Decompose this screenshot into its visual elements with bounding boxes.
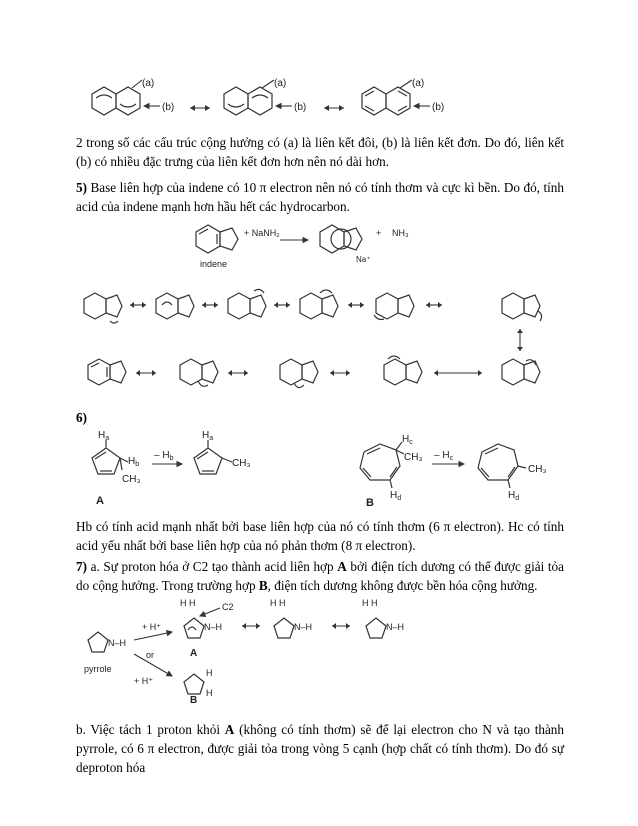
cation-B-ring [184,674,204,694]
arrow-r2-3 [330,370,350,376]
Hb-label: $H_b$ [128,456,140,468]
label-B-pyrrole: B [190,695,198,704]
item-number-6: 6) [76,410,87,425]
A2-NH: N–H [294,622,313,632]
arrow-r1-5 [426,302,442,308]
C2-label: C2 [222,602,234,612]
protonation-A: A [337,559,347,574]
resonance-structure-9 [280,359,318,388]
label-B: B [366,497,374,509]
resonance-structure-5 [374,293,414,320]
label-A: A [96,495,104,507]
C2-pointer [200,608,220,616]
Ha-label: $H_a$ [98,430,110,442]
resonance-arrow-2 [324,105,344,111]
arrow-r1-2 [202,302,218,308]
deprotonation-text-2: (không có tính thơm) sẽ để lại electron cho N và tạo thành pyrrole, có 6 π electron, được giải tỏa trong vòng 5 cạnh (hợp chất có tính thơm). Do đó sự deproton hóa [76,722,564,775]
CH3-label-anion-B: CH₃ [528,464,547,475]
protonation-text-3: , điện tích dương không được bền hóa cộng hưởng. [267,578,538,593]
plusH-2: + H⁺ [134,676,154,686]
resonance-structure-3 [228,289,266,319]
naphthalene-structure-3 [362,87,410,115]
item-number-7: 7) [76,559,87,574]
product-plus: + [376,228,382,238]
arrow-to-A [134,632,172,640]
resonance-structure-10 [384,356,422,385]
naphthalene-resonance-figure [82,76,482,134]
CH3-label-anion-A: CH₃ [232,458,251,469]
arrow-r1-4 [348,302,364,308]
cation-A-ring-3 [366,618,386,638]
resonance-row-1 [84,289,542,323]
pointer-a-3 [400,80,412,88]
resonance-structure-7 [88,359,126,385]
HH-A2: H H [270,598,286,608]
arrow-A-res-1 [242,623,260,629]
resonance-structure-11 [502,359,540,385]
compound-B-ring [360,442,404,488]
Hd-label-product: $H_d$ [508,490,520,502]
arrow-r1-3 [274,302,290,308]
arrow-r2-2 [228,370,248,376]
indene-deprotonation-figure [190,218,440,270]
paragraph-acidity: Hb có tính acid mạnh nhất bởi base liên hợp của nó có tính thơm (6 π electron). Hc có tính acid yếu nhất bởi base liên hợp của nó phản thơm (8 π electron). [76,519,564,553]
CH3-label-B: CH₃ [404,452,423,463]
resonance-structure-2 [156,293,194,319]
item-number-5: 5) [76,180,87,195]
B-H-top: H [206,668,213,678]
pyrrole-ring [88,632,108,652]
naphthalene-structure-2 [224,87,272,115]
vertical-resonance-arrow [517,329,523,351]
arrow-A-res-2 [332,623,350,629]
resonance-row-2 [88,356,540,388]
paragraph-indene [76,178,564,216]
counterion-label: Na⁺ [356,255,371,264]
label-A-pyrrole: A [190,648,198,659]
plusH-1: + H⁺ [142,622,162,632]
resonance-structure-8 [180,359,218,386]
anion-A-ring [194,440,232,474]
acidity-comparison-figure [84,428,574,512]
paragraph-protonation [76,557,564,595]
indene-structure [196,225,238,253]
paragraph-resonance: 2 trong số các cấu trúc cộng hưởng có (a) là liên kết đôi, (b) là liên kết đơn. Do đó, liên kết (b) có nhiều đặc trưng của liên kết đơn hơn nên nó dài hơn. [76,135,564,169]
label-b-3: (b) [432,102,445,113]
cation-A-ring-2 [274,618,294,638]
deprotonation-text-1: b. Việc tách 1 proton khỏi [76,722,225,737]
arrow-r2-1 [136,370,156,376]
CH3-label-A: CH₃ [122,474,141,485]
cation-A-ring [184,618,204,638]
Hd-label: $H_d$ [390,490,402,502]
indenyl-resonance-figure [80,283,560,398]
resonance-structure-6 [502,293,542,321]
Ha-label-product: $H_a$ [202,430,214,442]
minus-Hb: – $H_b$ [154,450,174,462]
protonation-text-1: a. Sự proton hóa ở C2 tạo thành acid liên hợp [87,559,338,574]
pointer-a-2 [262,80,274,88]
arrow-r1-1 [130,302,146,308]
compound-A-ring [92,440,128,474]
HH-A3: H H [362,598,378,608]
pyrrole-protonation-figure [80,596,420,704]
protonation-text-2: bởi điện tích dương có thể được giải tỏa do cộng hưởng. Trong trường hợp [76,559,565,593]
byproduct-label: NH₃ [392,228,409,238]
anion-B-ring [478,444,526,488]
label-a-1: (a) [142,78,155,89]
indene-label: indene [200,259,228,269]
label-b-1: (b) [162,102,175,113]
resonance-structure-4 [300,290,338,319]
pyrrole-label: pyrrole [84,664,112,674]
reagent-label: + NaNH₂ [244,228,280,238]
label-a-3: (a) [412,78,425,89]
B-H-bottom: H [206,688,213,698]
protonation-B: B [258,578,268,593]
indenyl-anion-structure [320,225,362,253]
resonance-arrow-1 [190,105,210,111]
paragraph-indene-text: Base liên hợp của indene có 10 π electron nên nó có tính thơm và cực kì bền. Do đó, tính acid của indene mạnh hơn hầu hết các hydrocarbon. [76,180,564,214]
minus-Hc: – $H_c$ [434,450,454,462]
pointer-a-1 [132,80,142,88]
Hc-label: $H_c$ [402,434,413,446]
deprotonation-A: A [224,722,235,737]
label-a-2: (a) [274,78,287,89]
pyrrole-NH: N–H [108,638,127,648]
paragraph-deprotonation [76,720,564,777]
arrow-r2-4 [434,370,482,376]
A-NH: N–H [204,622,223,632]
naphthalene-structure-1 [92,87,140,115]
resonance-structure-1 [84,293,122,323]
or-label: or [146,650,155,660]
label-b-2: (b) [294,102,307,113]
HH-A: H H [180,598,196,608]
A3-NH: N–H [386,622,405,632]
